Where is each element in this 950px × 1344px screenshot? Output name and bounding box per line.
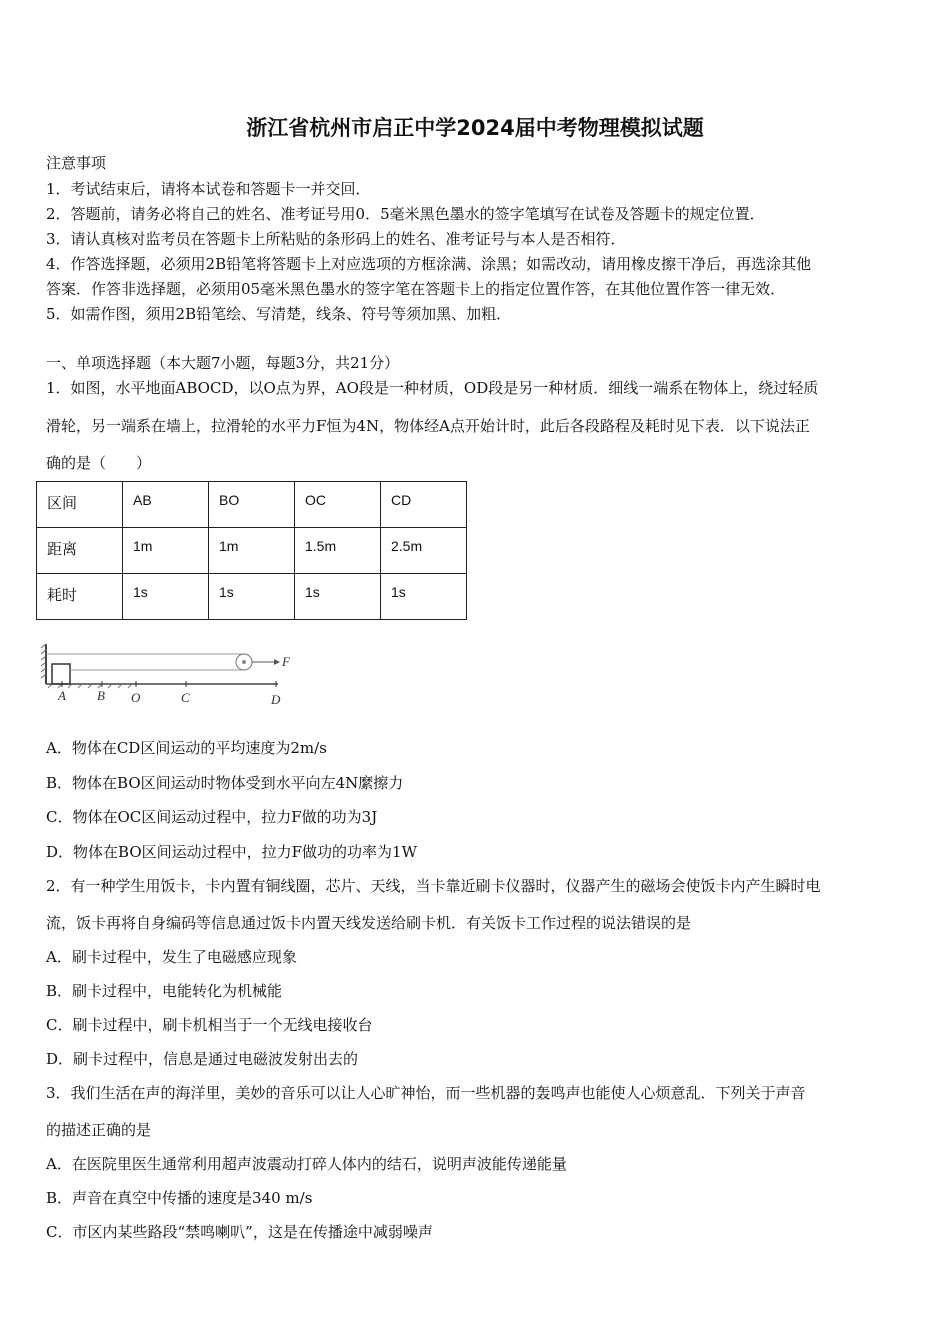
- table-row: [37, 482, 467, 528]
- notice-heading: 注意事项: [46, 154, 107, 172]
- table-cell: 1s: [209, 574, 295, 620]
- table-cell: CD: [381, 482, 467, 528]
- label-C: C: [181, 690, 190, 705]
- notice-item: 1．考试结束后，请将本试卷和答题卡一并交回．: [46, 180, 371, 198]
- label-F: F: [282, 654, 290, 669]
- section-heading: 一、单项选择题（本大题7小题，每题3分，共21分）: [46, 354, 400, 372]
- notice-item: 5．如需作图，须用2B铅笔绘、写清楚，线条、符号等须加黑、加粗．: [46, 305, 512, 323]
- label-B: B: [97, 688, 105, 703]
- q1-option-b: B．物体在BO区间运动时物体受到水平向左4N縻擦力: [46, 774, 404, 792]
- block: [52, 664, 70, 684]
- q2-stem: 2．有一种学生用饭卡，卡内置有铜线圈，芯片、天线，当卡靠近刷卡仪器时，仪器产生的磁场会使饭卡内产生瞬时电: [46, 877, 821, 895]
- table-cell: 1s: [381, 574, 467, 620]
- notice-item: 2．答题前，请务必将自己的姓名、准考证号用0．5毫米黑色墨水的签字笔填写在试卷及答题卡的规定位置．: [46, 205, 765, 223]
- q2-option-b: B．刷卡过程中，电能转化为机械能: [46, 982, 283, 1000]
- table-row: [37, 574, 467, 620]
- notice-item: 答案．作答非选择题，必须用05毫米黑色墨水的签字笔在答题卡上的指定位置作答，在其他位置作答一律无效．: [46, 280, 786, 298]
- q1-stem: 滑轮，另一端系在墙上，拉滑轮的水平力F恒为4N，物体经A点开始计时，此后各段路程及耗时见下表．以下说法正: [46, 417, 810, 435]
- q1-option-d: D．物体在BO区间运动过程中，拉力F做功的功率为1W: [46, 843, 417, 861]
- q1-option-a: A．物体在CD区间运动的平均速度为2m/s: [46, 739, 327, 757]
- q1-stem: 确的是（ ）: [46, 454, 152, 472]
- q3-option-a: A．在医院里医生通常利用超声波震动打碎人体内的结石，说明声波能传递能量: [46, 1155, 567, 1173]
- table-cell: OC: [295, 482, 381, 528]
- q1-option-c: C．物体在OC区间运动过程中，拉力F做的功为3J: [46, 808, 378, 826]
- label-A: A: [58, 688, 66, 703]
- table-cell: AB: [123, 482, 209, 528]
- table-cell: 1m: [209, 528, 295, 574]
- q2-option-a: A．刷卡过程中，发生了电磁感应现象: [46, 948, 297, 966]
- pulley-axle: [242, 660, 246, 664]
- table-cell: 耗时: [37, 574, 123, 620]
- table-cell: 1m: [123, 528, 209, 574]
- force-arrowhead: [274, 659, 280, 665]
- q1-stem: 1．如图，水平地面ABOCD，以O点为界，AO段是一种材质，OD段是另一种材质．细线一端系在物体上，绕过轻质: [46, 379, 819, 397]
- table-row: [37, 528, 467, 574]
- q2-stem: 流，饭卡再将自身编码等信息通过饭卡内置天线发送给刷卡机．有关饭卡工作过程的说法错误的是: [46, 914, 692, 932]
- table-cell: 距离: [37, 528, 123, 574]
- table-cell: 2.5m: [381, 528, 467, 574]
- table-cell: 1.5m: [295, 528, 381, 574]
- table-cell: 1s: [123, 574, 209, 620]
- q2-option-d: D．刷卡过程中，信息是通过电磁波发射出去的: [46, 1050, 359, 1068]
- q3-stem: 3．我们生活在声的海洋里，美妙的音乐可以让人心旷神怡，而一些机器的轰鸣声也能使人心烦意乱．下列关于声音: [46, 1084, 806, 1102]
- q2-option-c: C．刷卡过程中，刷卡机相当于一个无线电接收台: [46, 1016, 373, 1034]
- label-O: O: [131, 690, 141, 705]
- page-title: 浙江省杭州市启正中学2024届中考物理模拟试题: [246, 116, 704, 140]
- table-cell: BO: [209, 482, 295, 528]
- q1-data-table: [36, 481, 467, 620]
- table-cell: 1s: [295, 574, 381, 620]
- q1-pulley-figure: [38, 640, 318, 710]
- q3-option-c: C．市区内某些路段“禁鸣喇叭”，这是在传播途中减弱噪声: [46, 1223, 433, 1241]
- notice-item: 3．请认真核对监考员在答题卡上所粘贴的条形码上的姓名、准考证号与本人是否相符．: [46, 230, 626, 248]
- label-D: D: [271, 692, 281, 707]
- q3-option-b: B．声音在真空中传播的速度是340 m/s: [46, 1189, 313, 1207]
- notice-item: 4．作答选择题，必须用2B铅笔将答题卡上对应选项的方框涂满、涂黑；如需改动，请用橡皮擦干净后，再选涂其他: [46, 255, 812, 273]
- table-cell: 区间: [37, 482, 123, 528]
- q3-stem: 的描述正确的是: [46, 1121, 152, 1139]
